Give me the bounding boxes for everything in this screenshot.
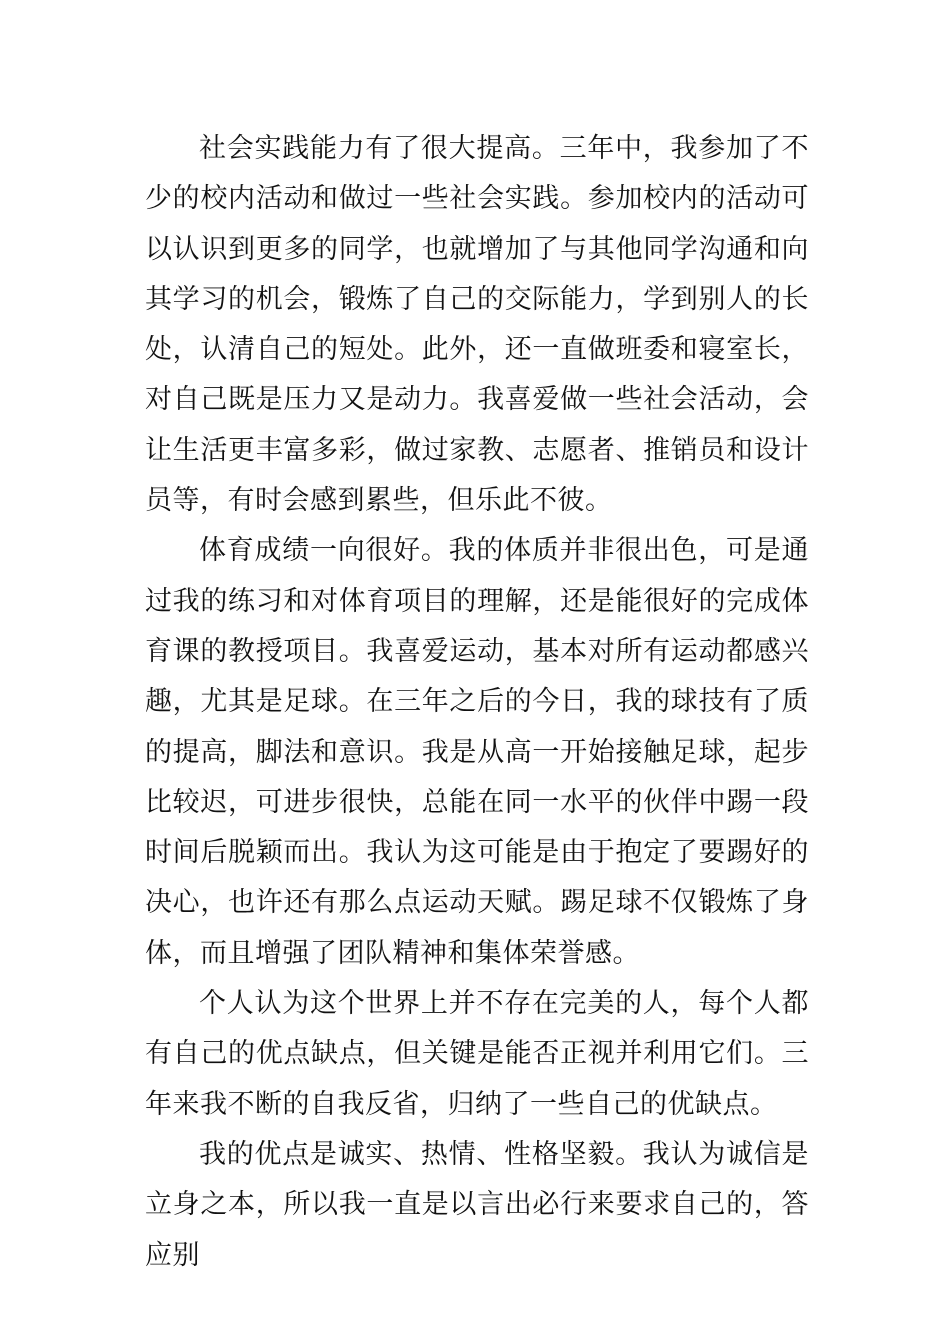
body-text: [145, 124, 809, 1281]
paragraph-social-practice: 社会实践能力有了很大提高。三年中，我参加了不少的校内活动和做过一些社会实践。参加校内的活动可以认识到更多的同学，也就增加了与其他同学沟通和向其学习的机会，锻炼了自己的交际能力，学到别人的长处，认清自己的短处。此外，还一直做班委和寝室长，对自己既是压力又是动力。我喜爱做一些社会活动，会让生活更丰富多彩，做过家教、志愿者、推销员和设计员等，有时会感到累些，但乐此不彼。: [145, 133, 809, 517]
paragraph-self-reflection: 个人认为这个世界上并不存在完美的人，每个人都有自己的优点缺点，但关键是能否正视并利用它们。三年来我不断的自我反省，归纳了一些自己的优缺点。: [145, 988, 809, 1120]
paragraph-strengths: 我的优点是诚实、热情、性格坚毅。我认为诚信是立身之本，所以我一直是以言出必行来要求自己的，答应别: [145, 1138, 809, 1271]
paragraph-sports: 体育成绩一向很好。我的体质并非很出色，可是通过我的练习和对体育项目的理解，还是能很好的完成体育课的教授项目。我喜爱运动，基本对所有运动都感兴趣，尤其是足球。在三年之后的今日，我的球技有了质的提高，脚法和意识。我是从高一开始接触足球，起步比较迟，可进步很快，总能在同一水平的伙伴中踢一段时间后脱颖而出。我认为这可能是由于抱定了要踢好的决心，也许还有那么点运动天赋。踢足球不仅锻炼了身体，而且增强了团队精神和集体荣誉感。: [145, 535, 809, 969]
